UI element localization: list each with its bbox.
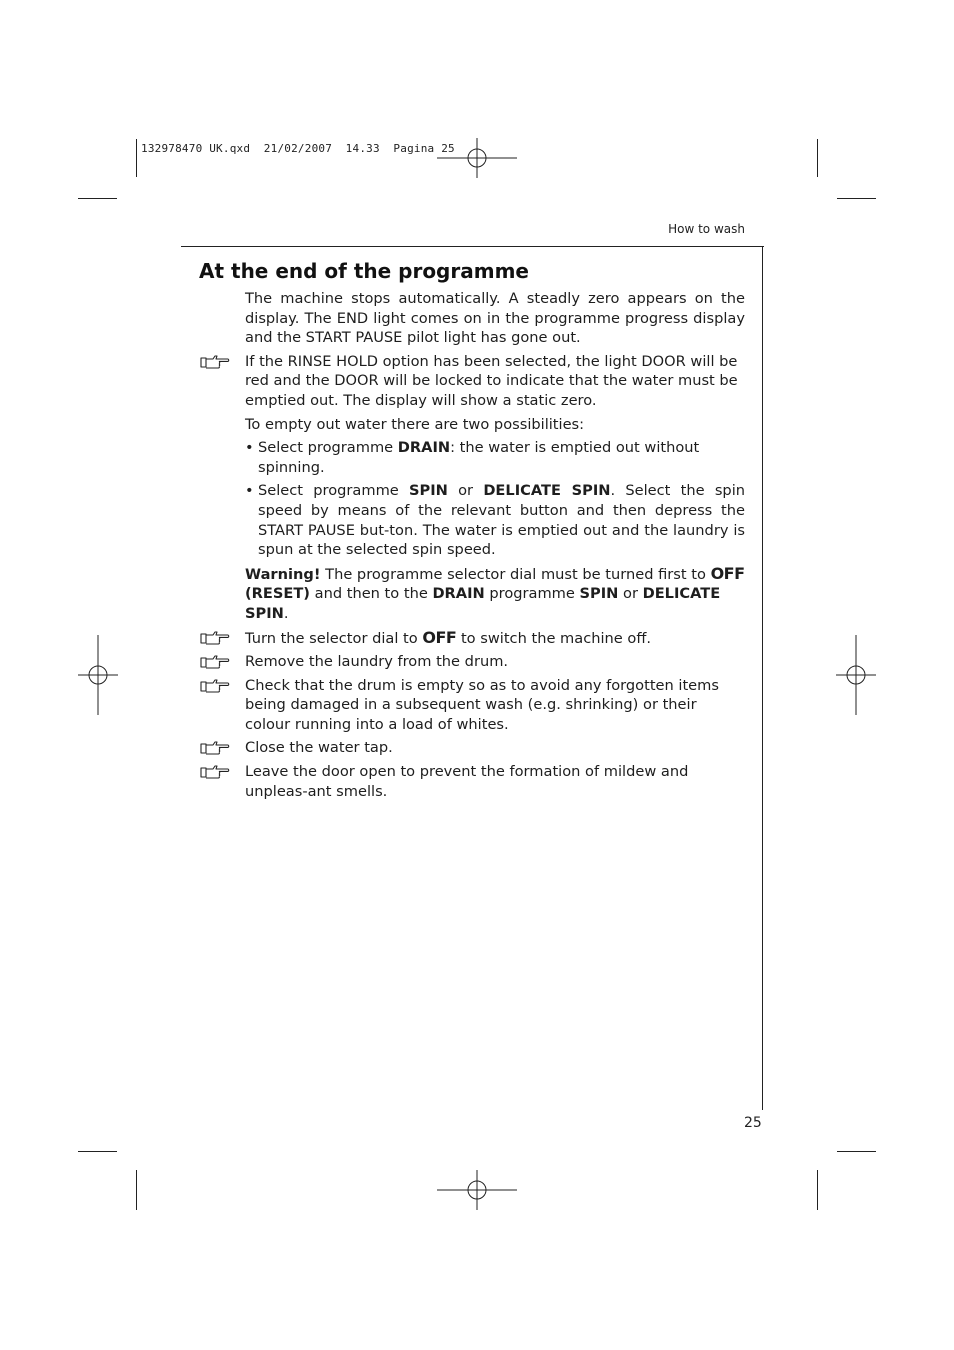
off-symbol: OFF bbox=[710, 563, 745, 583]
warning-text: or bbox=[618, 585, 643, 603]
running-header: How to wash bbox=[668, 222, 745, 236]
registration-mark-icon bbox=[437, 1170, 517, 1210]
bullet-text: or bbox=[447, 482, 484, 500]
step-remove-laundry bbox=[245, 652, 745, 672]
pointing-hand-icon bbox=[200, 353, 230, 369]
programme-delicate-spin: DELICATE SPIN bbox=[245, 585, 721, 622]
step-turn-off bbox=[245, 628, 745, 649]
crop-mark bbox=[817, 139, 818, 177]
crop-mark bbox=[78, 198, 117, 199]
programme-drain: DRAIN bbox=[432, 585, 485, 603]
reset-label: (RESET) bbox=[245, 585, 310, 603]
step-text: Turn the selector dial to bbox=[245, 629, 423, 647]
programme-spin: SPIN bbox=[579, 585, 619, 603]
off-symbol: OFF bbox=[422, 627, 457, 647]
warning-text: and then to the bbox=[309, 585, 433, 603]
page-title: At the end of the programme bbox=[199, 259, 529, 283]
bullet-text: : the water is emptied out without spinning. bbox=[258, 439, 700, 476]
margin-rule bbox=[762, 246, 763, 1110]
step-text: Remove the laundry from the drum. bbox=[245, 653, 509, 671]
step-close-tap bbox=[245, 738, 745, 758]
intro-paragraph: The machine stops automatically. A steadly zero appears on the display. The END light comes on in the programme progress display and the START PAUSE pilot light has gone out. bbox=[245, 290, 745, 347]
registration-mark-icon bbox=[437, 138, 517, 178]
bullet-dot: • bbox=[245, 482, 254, 500]
pointing-hand-icon bbox=[200, 763, 230, 779]
pointing-hand-icon bbox=[200, 629, 230, 645]
crop-mark bbox=[136, 139, 137, 177]
warning-label: Warning! bbox=[245, 565, 321, 583]
bullet-item-drain bbox=[245, 438, 745, 477]
programme-spin: SPIN bbox=[409, 482, 448, 500]
step-text: Close the water tap. bbox=[245, 739, 393, 757]
bullet-item-spin bbox=[245, 481, 745, 559]
page-number: 25 bbox=[744, 1115, 762, 1131]
step-check-drum bbox=[245, 676, 745, 735]
pointing-hand-icon bbox=[200, 739, 230, 755]
warning-text: The programme selector dial must be turned first to bbox=[320, 565, 711, 583]
crop-mark bbox=[817, 1170, 818, 1210]
main-content bbox=[245, 289, 745, 805]
warning-text: . bbox=[283, 604, 289, 622]
bullet-text: Select programme bbox=[258, 482, 410, 500]
crop-mark bbox=[136, 1170, 137, 1210]
note-rinse-hold: If the RINSE HOLD option has been selected, the light DOOR will be red and the DOOR will be locked to indicate that the water must be emptied out. The display will show a static zero. bbox=[245, 352, 738, 409]
empty-intro: To empty out water there are two possibilities: bbox=[245, 415, 585, 433]
bullet-text: . Select the spin speed by means of the relevant button and then depress the START PAUSE but-ton. The water is emptied out and the laundry is spun at the selected spin speed. bbox=[258, 482, 745, 559]
programme-drain: DRAIN bbox=[397, 439, 451, 457]
pointing-hand-icon bbox=[200, 653, 230, 669]
step-text: to switch the machine off. bbox=[456, 629, 652, 647]
bullet-dot: • bbox=[245, 439, 254, 457]
note-item bbox=[245, 352, 745, 411]
crop-mark bbox=[78, 1151, 117, 1152]
print-slug: 132978470 UK.qxd 21/02/2007 14.33 Pagina 25 bbox=[141, 142, 455, 155]
warning-paragraph bbox=[245, 564, 745, 624]
bullet-text: Select programme bbox=[258, 439, 398, 457]
pointing-hand-icon bbox=[200, 677, 230, 693]
crop-mark bbox=[837, 198, 876, 199]
step-text: Check that the drum is empty so as to avoid any forgotten items being damaged in a subsequent wash (e.g. shrinking) or their colour running into a load of whites. bbox=[245, 676, 719, 733]
header-rule bbox=[181, 246, 764, 247]
warning-text: programme bbox=[484, 585, 580, 603]
step-leave-door-open bbox=[245, 762, 745, 801]
step-text: Leave the door open to prevent the formation of mildew and unpleas-ant smells. bbox=[245, 763, 689, 800]
registration-mark-icon bbox=[78, 635, 118, 715]
programme-delicate-spin: DELICATE SPIN bbox=[483, 482, 611, 500]
registration-mark-icon bbox=[836, 635, 876, 715]
crop-mark bbox=[837, 1151, 876, 1152]
